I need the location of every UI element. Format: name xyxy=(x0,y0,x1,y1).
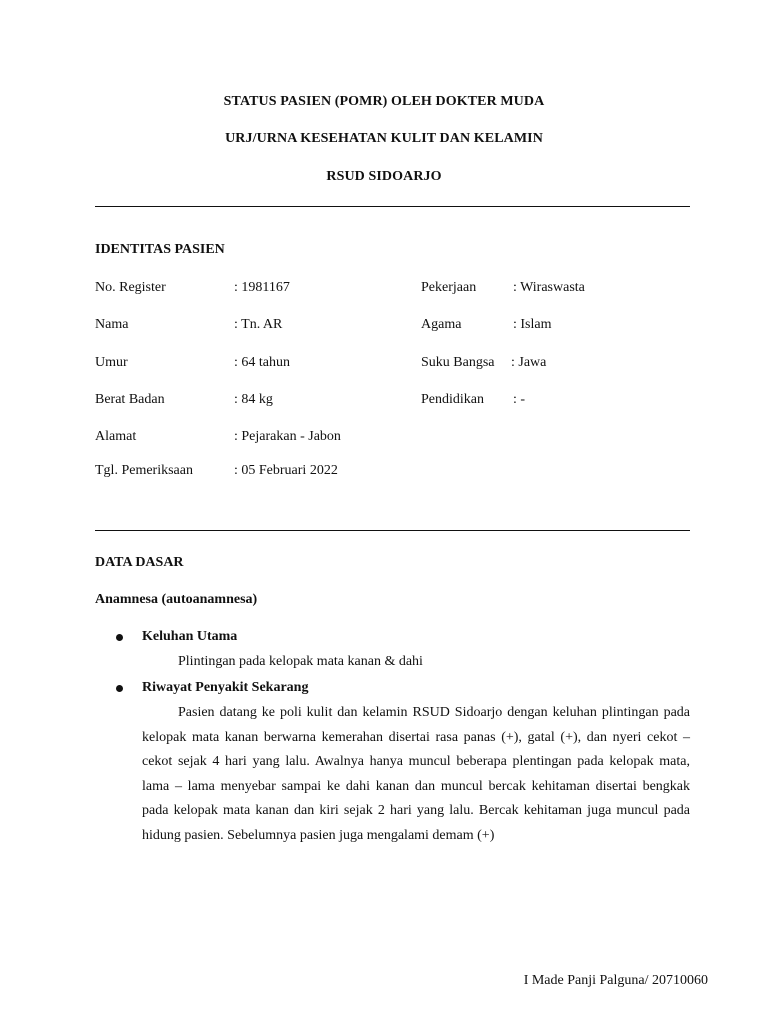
field-label-register: No. Register xyxy=(95,280,166,295)
section-divider xyxy=(95,530,690,531)
identitas-heading: IDENTITAS PASIEN xyxy=(95,242,225,257)
bullet-icon xyxy=(116,685,123,692)
riwayat-label: Riwayat Penyakit Sekarang xyxy=(142,680,309,695)
keluhan-utama-label: Keluhan Utama xyxy=(142,629,238,644)
anamnesa-subheading: Anamnesa (autoanamnesa) xyxy=(95,592,258,607)
document-title: STATUS PASIEN (POMR) OLEH DOKTER MUDA xyxy=(223,94,545,109)
field-label-nama: Nama xyxy=(95,317,129,332)
author-footer: I Made Panji Palguna/ 20710060 xyxy=(523,973,708,988)
bullet-icon xyxy=(116,634,123,641)
field-label-tgl: Tgl. Pemeriksaan xyxy=(95,463,193,478)
field-value-register: : 1981167 xyxy=(234,280,290,295)
field-value-umur: : 64 tahun xyxy=(234,355,290,370)
field-value-agama: : Islam xyxy=(513,317,552,332)
field-label-pendidikan: Pendidikan xyxy=(421,392,484,407)
field-value-berat: : 84 kg xyxy=(234,392,273,407)
department-title: URJ/URNA KESEHATAN KULIT DAN KELAMIN xyxy=(225,131,543,146)
field-value-pekerjaan: : Wiraswasta xyxy=(513,280,585,295)
field-value-nama: : Tn. AR xyxy=(234,317,283,332)
header-divider xyxy=(95,206,690,207)
field-label-alamat: Alamat xyxy=(95,429,137,444)
field-value-tgl: : 05 Februari 2022 xyxy=(234,463,338,478)
riwayat-paragraph: Pasien datang ke poli kulit dan kelamin RSUD Sidoarjo dengan keluhan plintingan pada kelopak mata kanan berwarna kemerahan disertai rasa panas (+), gatal (+), dan nyeri cekot – cekot sejak 4 hari yang lalu. Awalnya hanya muncul beberapa plentingan pada kelopak mata, lama – lama menyebar sampai ke dahi kanan dan muncul bercak kehitaman disertai bengkak pada kelopak mata kanan dan kiri sejak 2 hari yang lalu. Bercak kehitaman juga muncul pada hidung pasien. Sebelumnya pasien juga mengalami demam (+) xyxy=(142,705,690,843)
hospital-title: RSUD SIDOARJO xyxy=(326,169,442,184)
field-label-agama: Agama xyxy=(421,317,462,332)
data-dasar-heading: DATA DASAR xyxy=(95,555,184,570)
field-value-pendidikan: : - xyxy=(513,392,526,407)
field-label-suku: Suku Bangsa xyxy=(421,355,495,370)
field-label-pekerjaan: Pekerjaan xyxy=(421,280,477,295)
field-value-suku: : Jawa xyxy=(511,355,547,370)
keluhan-utama-text: Plintingan pada kelopak mata kanan & dahi xyxy=(178,654,423,669)
field-value-alamat: : Pejarakan - Jabon xyxy=(234,429,341,444)
field-label-umur: Umur xyxy=(95,355,128,370)
field-label-berat: Berat Badan xyxy=(95,392,165,407)
